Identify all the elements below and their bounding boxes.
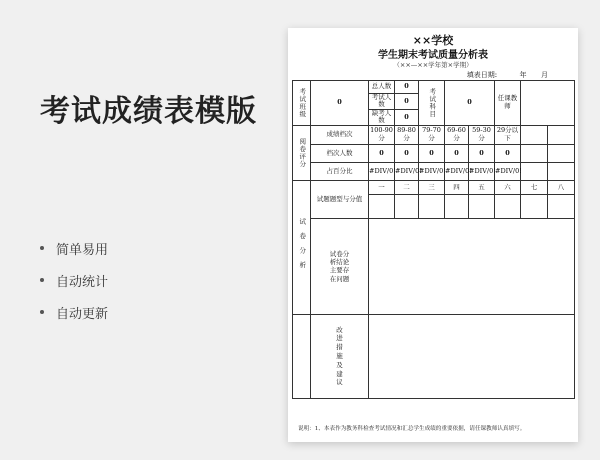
template-title: 考试成绩表模版: [40, 94, 257, 129]
teacher-value[interactable]: [521, 81, 575, 126]
empty-cell: [521, 125, 548, 144]
improve-label: 改进措施及建议: [311, 314, 369, 398]
score-cell[interactable]: [445, 194, 469, 218]
count-value: 0: [495, 144, 521, 162]
question-number: 八: [548, 180, 575, 194]
total-label: 总人数: [369, 81, 395, 94]
total-value: 0: [395, 81, 419, 94]
grade-level: 29分以下: [495, 125, 521, 144]
analysis-table: [292, 80, 575, 399]
score-cell[interactable]: [369, 194, 395, 218]
absent-label: 缺考人数: [369, 109, 395, 125]
score-cell[interactable]: [469, 194, 495, 218]
pct-value: #DIV/0!: [445, 162, 469, 180]
feature-item: [40, 296, 108, 328]
document-preview[interactable]: [288, 28, 578, 442]
question-number: 六: [495, 180, 521, 194]
school-name: ××学校: [412, 34, 454, 47]
score-cell[interactable]: [521, 194, 548, 218]
grade-level: 79-70分: [419, 125, 445, 144]
empty-cell: [521, 162, 548, 180]
test-label: 考试人数: [369, 94, 395, 110]
pct-value: #DIV/0!: [419, 162, 445, 180]
subject-value: 0: [445, 81, 495, 126]
feature-label: 自动更新: [56, 306, 109, 322]
date-label: 填表日期:: [466, 71, 498, 79]
absent-value: 0: [395, 109, 419, 125]
question-number: 一: [369, 180, 395, 194]
count-value: 0: [369, 144, 395, 162]
score-cell[interactable]: [548, 194, 575, 218]
feature-label: 自动统计: [56, 274, 109, 290]
question-number: 三: [419, 180, 445, 194]
bullet-icon: [40, 310, 44, 314]
pct-value: #DIV/0!: [469, 162, 495, 180]
count-value: 0: [419, 144, 445, 162]
conclusion-label: 试卷分析结论主要存在问题: [311, 218, 369, 314]
question-number: 七: [521, 180, 548, 194]
empty-cell: [521, 144, 548, 162]
empty-cell: [548, 125, 575, 144]
teacher-label: 任课教师: [495, 81, 521, 126]
feature-label: 简单易用: [56, 242, 109, 258]
empty-cell: [548, 162, 575, 180]
empty-cell: [548, 144, 575, 162]
footer-note: 说明：1、本表作为教务科检查考试情况和汇总学生成绩的重要依据，请任课教师认真填写。: [298, 426, 526, 432]
grade-level-label: 成绩档次: [311, 125, 369, 144]
question-number: 五: [469, 180, 495, 194]
grade-level: 59-30分: [469, 125, 495, 144]
question-number: 二: [395, 180, 419, 194]
grade-level: 100-90分: [369, 125, 395, 144]
question-label: 试题题型与分值: [311, 180, 369, 218]
exam-class-value: 0: [311, 81, 369, 126]
bullet-icon: [40, 278, 44, 282]
grade-level: 69-60分: [445, 125, 469, 144]
count-value: 0: [469, 144, 495, 162]
fill-date: [467, 70, 548, 80]
exam-class-label: 考试班级: [293, 81, 311, 126]
count-label: 档次人数: [311, 144, 369, 162]
count-value: 0: [445, 144, 469, 162]
document-title: 学生期末考试质量分析表: [378, 50, 488, 61]
subject-label: 考试科目: [419, 81, 445, 126]
month-label: 月: [541, 71, 548, 79]
grade-level: 89-80分: [395, 125, 419, 144]
empty-cell: [293, 314, 311, 398]
pct-value: #DIV/0!: [395, 162, 419, 180]
review-label: 阅卷评分: [293, 125, 311, 180]
improve-field[interactable]: [369, 314, 575, 398]
score-cell[interactable]: [419, 194, 445, 218]
count-value: 0: [395, 144, 419, 162]
feature-item: [40, 264, 108, 296]
score-cell[interactable]: [395, 194, 419, 218]
pct-value: #DIV/0!: [369, 162, 395, 180]
pct-label: 占百分比: [311, 162, 369, 180]
feature-list: [40, 232, 108, 328]
pct-value: #DIV/0!: [495, 162, 521, 180]
question-number: 四: [445, 180, 469, 194]
feature-item: [40, 232, 108, 264]
test-value: 0: [395, 94, 419, 110]
analysis-label: 试卷分析: [293, 180, 311, 314]
semester-subtitle: （××—××学年第×学期）: [393, 61, 473, 69]
year-label: 年: [519, 71, 527, 79]
conclusion-field[interactable]: [369, 218, 575, 314]
bullet-icon: [40, 246, 44, 250]
score-cell[interactable]: [495, 194, 521, 218]
